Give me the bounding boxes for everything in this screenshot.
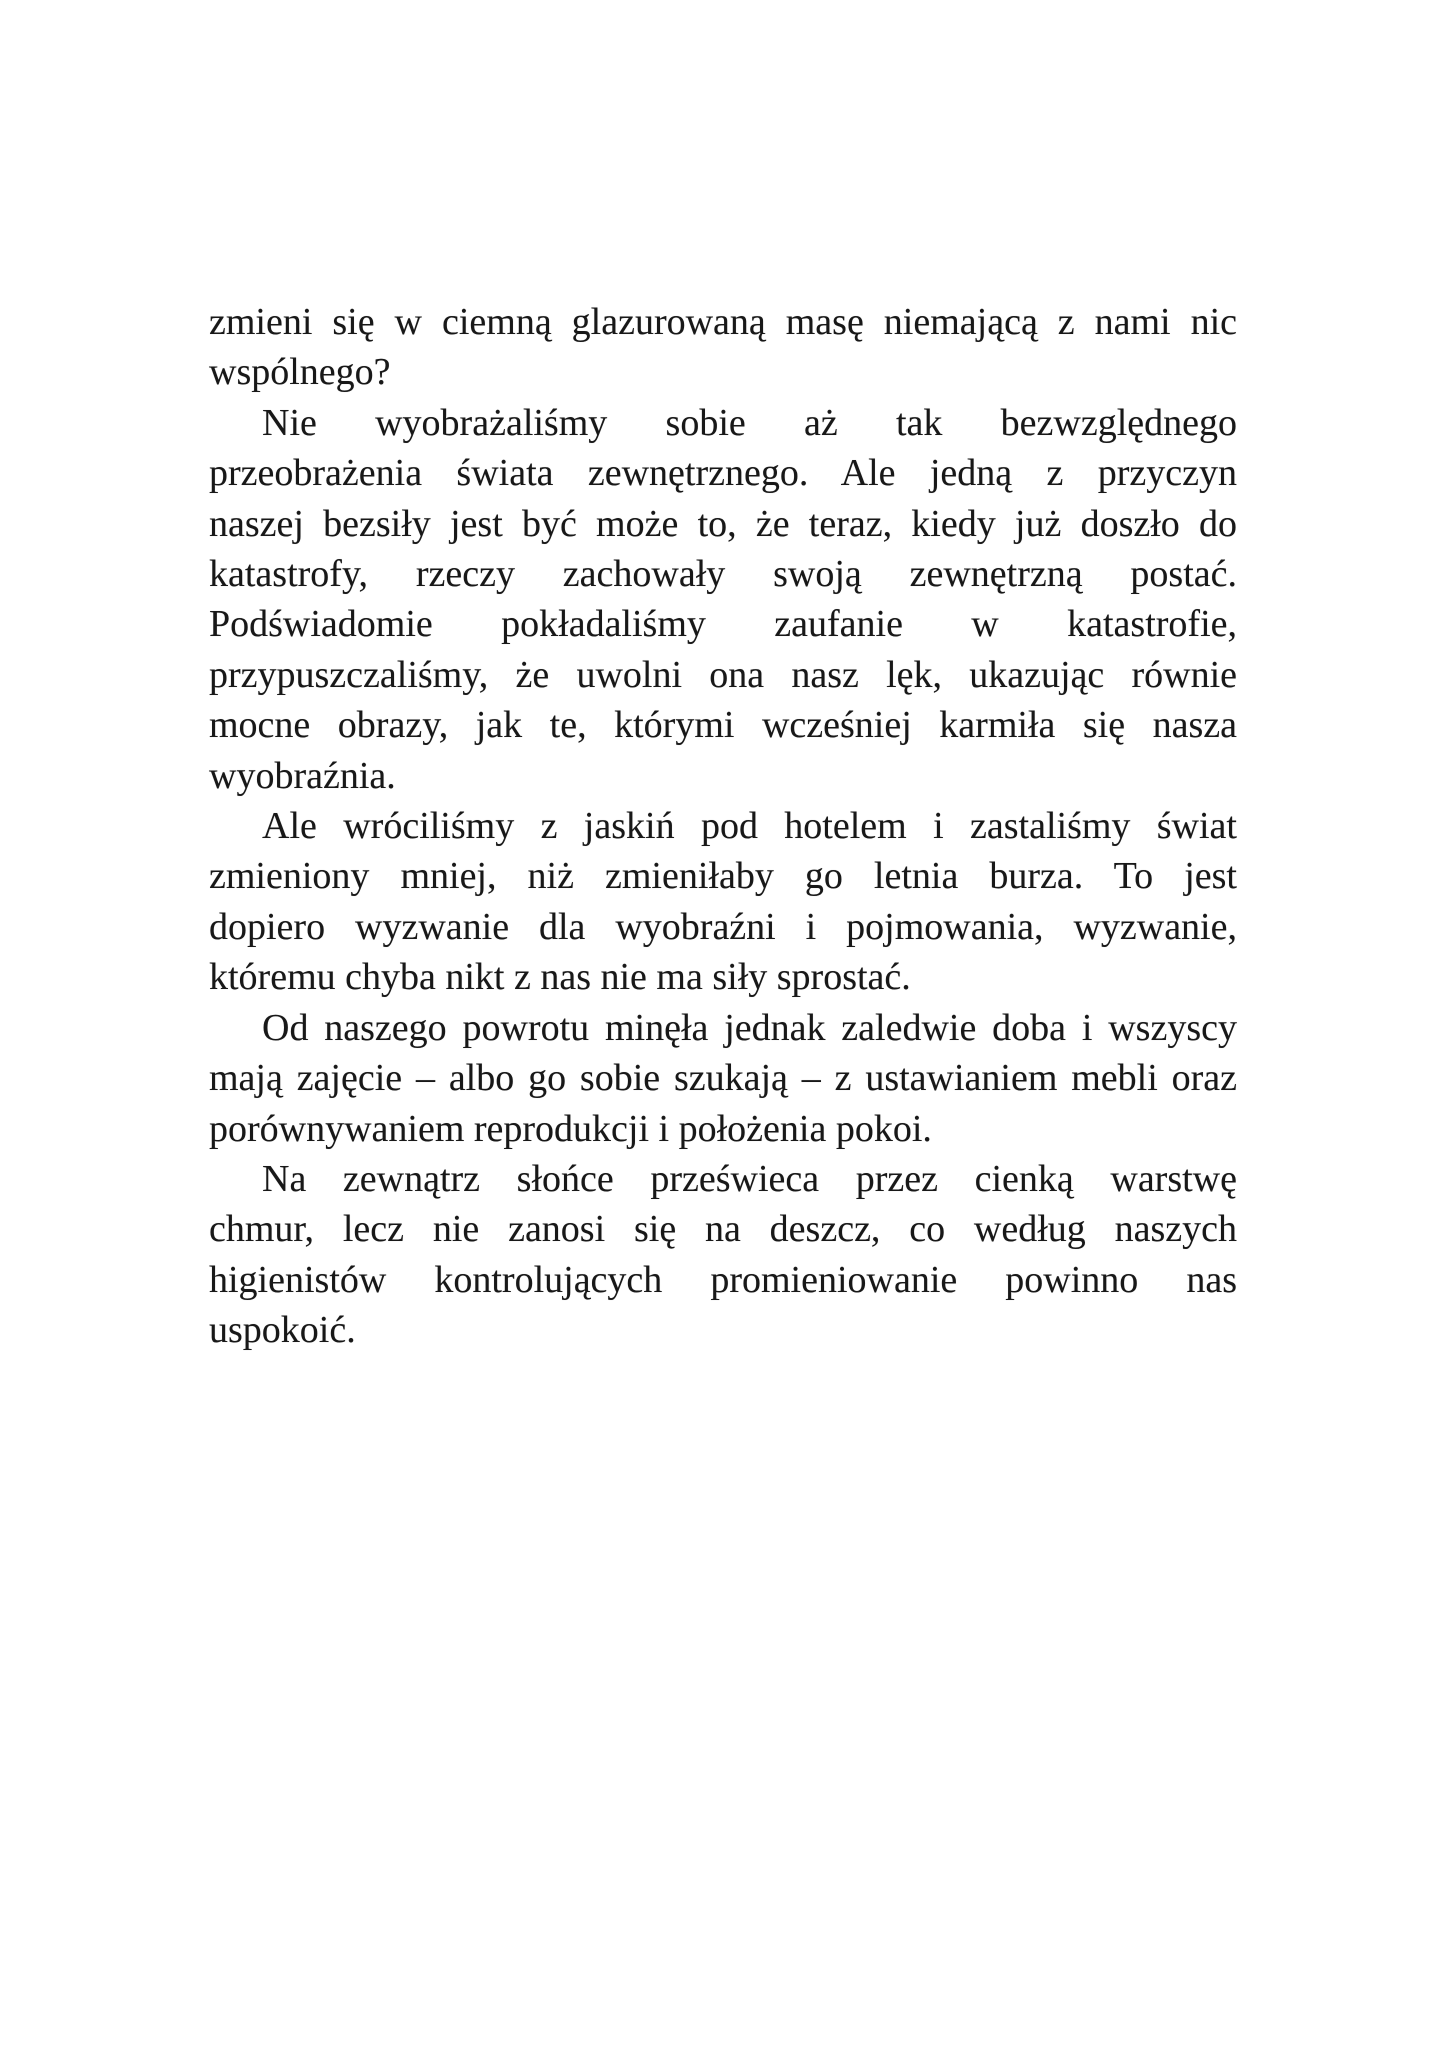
text-line: wspólnego? — [209, 351, 391, 394]
text-line: któremu chyba nikt z nas nie ma siły sprostać. — [209, 956, 911, 999]
text-line: przeobrażenia świata zewnętrznego. Ale jedną z przyczyn — [209, 452, 1237, 495]
paragraph — [209, 1003, 1237, 1154]
paragraph — [209, 1154, 1237, 1356]
text-line: higienistów kontrolujących promieniowanie powinno nas — [209, 1258, 1237, 1301]
text-line: mocne obrazy, jak te, którymi wcześniej karmiła się nasza — [209, 704, 1237, 747]
text-line: katastrofy, rzeczy zachowały swoją zewnętrzną postać. — [209, 553, 1237, 596]
text-line: dopiero wyzwanie dla wyobraźni i pojmowania, wyzwanie, — [209, 905, 1237, 948]
paragraph — [209, 398, 1237, 801]
text-line: porównywaniem reprodukcji i położenia pokoi. — [209, 1107, 932, 1150]
text-line: Nie wyobrażaliśmy sobie aż tak bezwzględnego — [262, 401, 1237, 444]
text-line: chmur, lecz nie zanosi się na deszcz, co według naszych — [209, 1208, 1237, 1251]
text-line: Na zewnątrz słońce prześwieca przez cienką warstwę — [262, 1157, 1237, 1200]
text-line: Ale wróciliśmy z jaskiń pod hotelem i zastaliśmy świat — [262, 805, 1237, 848]
text-line: zmieni się w ciemną glazurowaną masę niemającą z nami nic — [209, 301, 1237, 343]
text-line: Podświadomie pokładaliśmy zaufanie w katastrofie, — [209, 603, 1237, 646]
text-line: przypuszczaliśmy, że uwolni ona nasz lęk, ukazując równie — [209, 653, 1237, 696]
text-line: uspokoić. — [209, 1309, 356, 1352]
text-line: zmieniony mniej, niż zmieniłaby go letnia burza. To jest — [209, 855, 1237, 898]
paragraph — [209, 801, 1237, 1003]
text-line: wyobraźnia. — [209, 754, 396, 797]
text-line: mają zajęcie – albo go sobie szukają – z ustawianiem mebli oraz — [209, 1057, 1237, 1100]
page-text-block — [209, 297, 1237, 1356]
text-line: naszej bezsiły jest być może to, że teraz, kiedy już doszło do — [209, 502, 1237, 545]
paragraph — [209, 297, 1237, 398]
text-line: Od naszego powrotu minęła jednak zaledwie doba i wszyscy — [262, 1006, 1237, 1049]
